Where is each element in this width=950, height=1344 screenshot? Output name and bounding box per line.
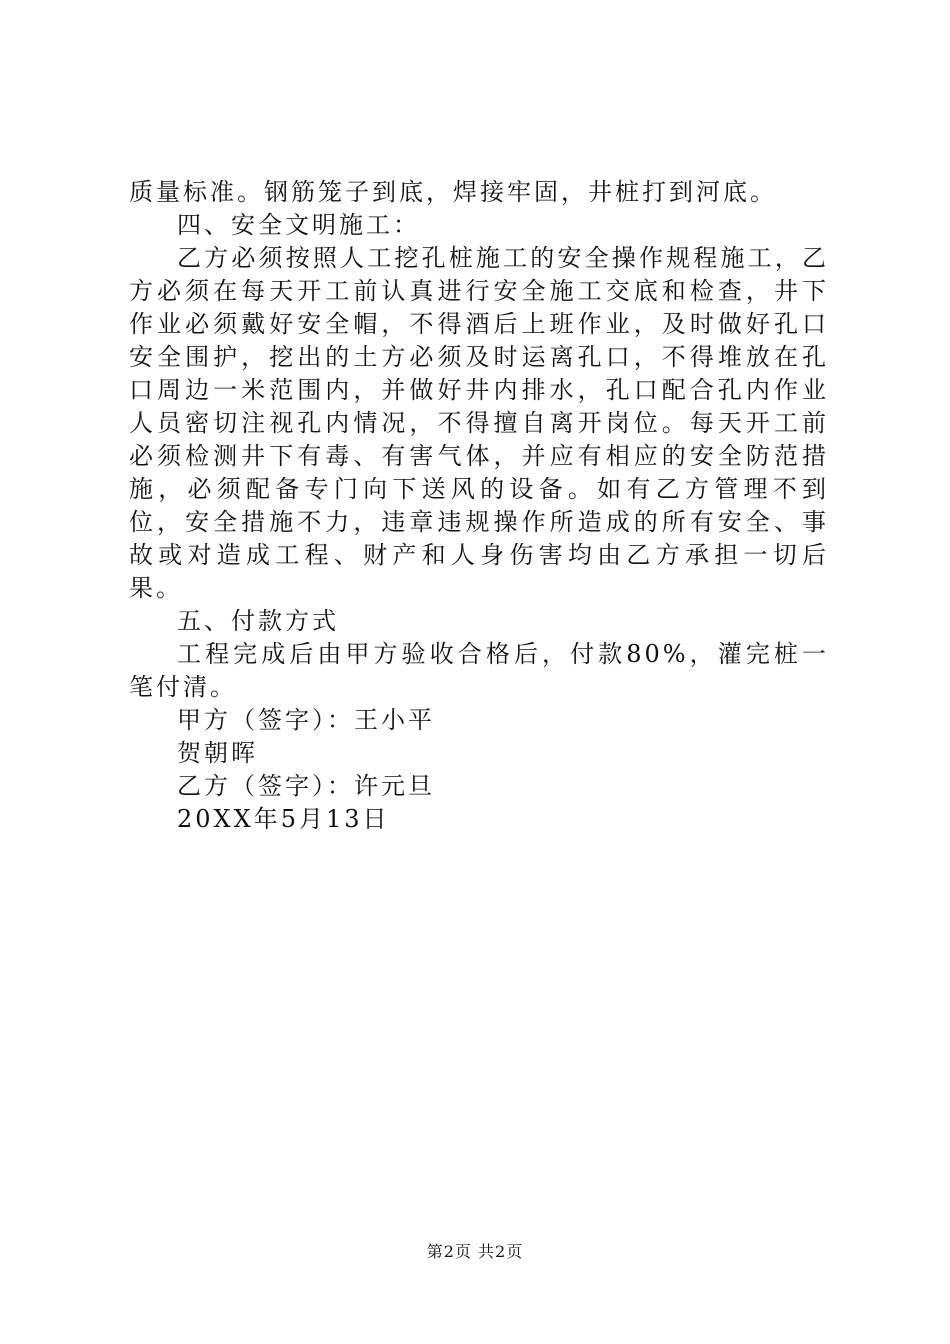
paragraph-payment-terms: 工程完成后由甲方验收合格后，付款80%，灌完桩一笔付清。 [129, 640, 829, 701]
party-a-signature: 甲方（签字）：王小平 [177, 706, 435, 734]
signing-date: 20XX年5月13日 [177, 805, 390, 833]
heading-payment: 五、付款方式 [177, 607, 339, 635]
paragraph-safety-rules: 乙方必须按照人工挖孔桩施工的安全操作规程施工，乙方必须在每天开工前认真进行安全施工交底和检查，井下作业必须戴好安全帽，不得酒后上班作业，及时做好孔口安全围护，挖出的土方必须及时运离孔口，不得堆放在孔口周边一米范围内，并做好井内排水，孔口配合孔内作业人员密切注视孔内情况，不得擅自离开岗位。每天开工前必须检测井下有毒、有害气体，并应有相应的安全防范措施，必须配备专门向下送风的设备。如有乙方管理不到位，安全措施不力，违章违规操作所造成的所有安全、事故或对造成工程、财产和人身伤害均由乙方承担一切后果。 [129, 244, 829, 602]
document-body [129, 176, 829, 836]
party-b-signature: 乙方（签字）：许元旦 [177, 772, 435, 800]
party-a-second-name: 贺朝晖 [177, 739, 258, 767]
paragraph-quality-standard: 质量标准。钢筋笼子到底，焊接牢固，井桩打到河底。 [129, 178, 777, 206]
page-number-footer: 第2页 共2页 [426, 1242, 524, 1261]
heading-safety: 四、安全文明施工： [177, 211, 420, 239]
